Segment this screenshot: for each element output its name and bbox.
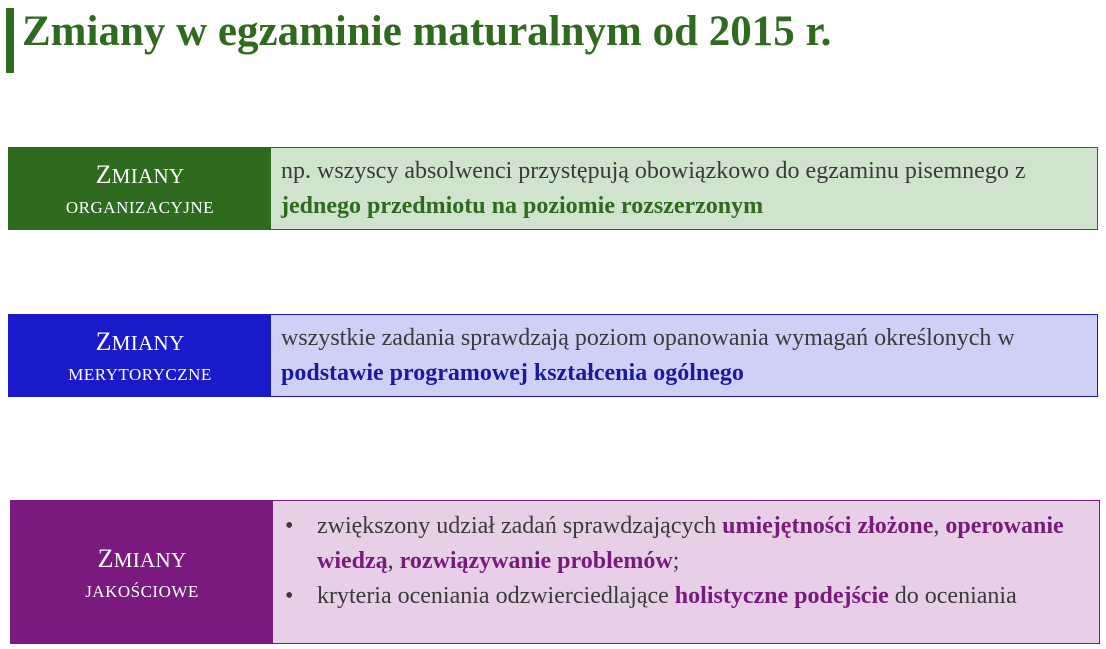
bullet-item xyxy=(281,579,1089,614)
row-content-merytoryczne xyxy=(271,315,1097,396)
row-merytoryczne xyxy=(8,314,1098,397)
bullet-text: ; xyxy=(672,548,680,575)
bullet-list xyxy=(281,509,1089,614)
bullet-item xyxy=(281,509,1089,579)
bullet-text: , xyxy=(933,513,946,539)
row-label-line2: ORGANIZACYJNE xyxy=(65,198,215,218)
row-text-bold: podstawie programowej kształcenia ogólnego xyxy=(281,359,744,386)
row-label-line1 xyxy=(96,322,185,362)
row-content-organizacyjne xyxy=(271,148,1097,229)
row-label-initial: Z xyxy=(95,160,112,190)
bullet-text: do oceniania xyxy=(888,583,1017,610)
bullet-text: kryteria oceniania odzwierciedlające xyxy=(317,583,675,610)
bullet-text: , xyxy=(387,548,400,575)
row-label-line1 xyxy=(96,155,185,195)
row-label-rest: MIANY xyxy=(111,331,185,356)
bullet-text-bold: operowanie wiedzą xyxy=(317,513,1064,575)
row-label-initial: Z xyxy=(95,327,112,357)
row-jakosciowe xyxy=(10,500,1100,644)
bullet-marker: • xyxy=(285,513,294,539)
row-organizacyjne xyxy=(8,147,1098,230)
row-label-organizacyjne xyxy=(9,148,271,229)
bullet-marker: • xyxy=(285,583,294,610)
row-label-rest: MIANY xyxy=(111,164,185,189)
row-content-jakosciowe xyxy=(273,501,1099,643)
row-label-line2: MERYTORYCZNE xyxy=(68,365,212,385)
bullet-text-bold: rozwiązywanie problemów xyxy=(399,548,673,575)
row-label-merytoryczne xyxy=(9,315,271,396)
row-label-line2: JAKOŚCIOWE xyxy=(85,581,199,601)
bullet-text: zwiększony udział zadań sprawdzających xyxy=(317,513,723,539)
row-label-jakosciowe xyxy=(11,501,273,643)
row-text-bold: jednego przedmiotu na poziomie rozszerzonym xyxy=(281,192,764,219)
row-label-initial: Z xyxy=(97,543,114,573)
row-text-plain: np. wszyscy absolwenci przystępują obowiązkowo do egzaminu pisemnego z xyxy=(281,158,1026,184)
row-text-plain: wszystkie zadania sprawdzają poziom opanowania wymagań określonych w xyxy=(281,325,1015,351)
page-title: Zmiany w egzaminie maturalnym od 2015 r. xyxy=(22,8,832,55)
row-label-line1 xyxy=(98,539,187,579)
bullet-text-bold: umiejętności złożone xyxy=(722,513,934,539)
bullet-text-bold: holistyczne podejście xyxy=(674,583,889,610)
title-accent-bar xyxy=(6,8,14,73)
row-label-rest: MIANY xyxy=(113,547,187,572)
